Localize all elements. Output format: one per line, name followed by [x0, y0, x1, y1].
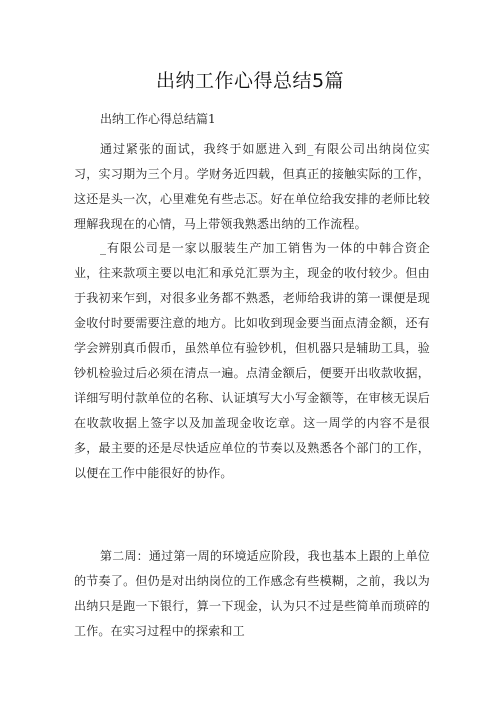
document-title: 出纳工作心得总结5篇	[155, 70, 345, 92]
paragraph-1: 通过紧张的面试，我终于如愿进入到_有限公司出纳岗位实习，实习期为三个月。学财务近四载，但真正的接触实际的工作，这还是头一次，心里难免有些忐忑。好在单位给我安排的老师比较理解我现在的心情，马上带领我熟悉出纳的工作流程。	[74, 142, 430, 231]
section-heading: 出纳工作心得总结篇1	[100, 112, 216, 126]
paragraph-3: 第二周：通过第一周的环境适应阶段，我也基本上跟的上单位的节奏了。但仍是对出纳岗位的工作感念有些模糊，之前，我以为出纳只是跑一下银行，算一下现金，认为只不过是些简单而琐碎的工作。在实习过程中的探索和工	[74, 549, 430, 638]
paragraph-2: _有限公司是一家以服装生产加工销售为一体的中韩合资企业，往来款项主要以电汇和承兑汇票为主，现金的收付较少。但由于我初来乍到，对很多业务都不熟悉，老师给我讲的第一课便是现金收付时要需要注意的地方。比如收到现金要当面点清金额，还有学会辨别真币假币，虽然单位有验钞机，但机器只是辅助工具，验钞机检验过后必须在清点一遍。点清金额后，便要开出收款收据，详细写明付款单位的名称、认证填写大小写金额等，在审核无误后在收款收据上签字以及加盖现金收讫章。这一周学的内容不是很多，最主要的还是尽快适应单位的节奏以及熟悉各个部门的工作，以便在工作中能很好的协作。	[74, 241, 430, 480]
